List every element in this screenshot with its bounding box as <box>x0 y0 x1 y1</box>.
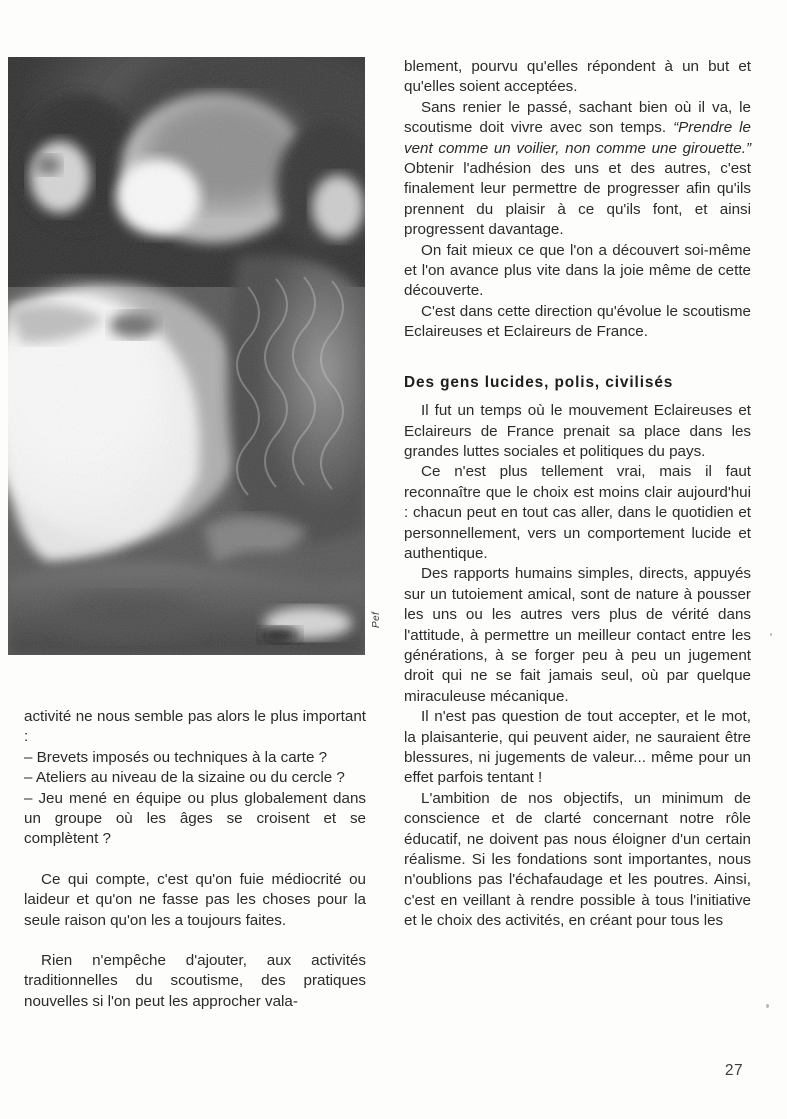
list-item: – Ateliers au niveau de la sizaine ou du cercle ? <box>24 769 345 787</box>
list-item: – Brevets imposés ou techniques à la carte ? <box>24 748 328 766</box>
paragraph-with-quote <box>404 98 751 241</box>
photo-credit: Pef <box>371 611 382 628</box>
scan-artifact <box>770 633 772 636</box>
paragraph: Il fut un temps où le mouvement Eclaireuses et Eclaireurs de France prenait sa place dans les grandes luttes sociales et politiques du pays. <box>404 402 751 460</box>
section-heading: Des gens lucides, polis, civilisés <box>404 373 674 391</box>
quote-follow-on: Obtenir l'adhésion des uns et des autres, c'est finalement leur permettre de progresser afin qu'ils prennent du plaisir à ce qu'ils font, et ainsi progressent davantage. <box>404 160 751 239</box>
paragraph: Rien n'empêche d'ajouter, aux activités traditionnelles du scoutisme, des pratiques nouvelles si l'on peut les approcher vala- <box>24 952 366 1010</box>
paragraph: activité ne nous semble pas alors le plus important : <box>24 708 366 746</box>
paragraph: Il n'est pas question de tout accepter, et le mot, la plaisanterie, qui peuvent aider, ne sauraient être blessures, ni jugements de valeur... même pour un effet parfois tentant ! <box>404 708 751 787</box>
page-number: 27 <box>724 1062 744 1079</box>
paragraph: C'est dans cette direction qu'évolue le scoutisme Eclaireuses et Eclaireurs de France. <box>404 302 751 341</box>
paragraph: blement, pourvu qu'elles répondent à un but et qu'elles soient acceptées. <box>404 58 751 96</box>
scan-artifact <box>766 1004 769 1008</box>
paragraph: Ce qui compte, c'est qu'on fuie médiocrité ou laideur et qu'on ne fasse pas les choses pour la seule raison qu'on les a toujours faites. <box>24 870 366 929</box>
paragraph: Des rapports humains simples, directs, appuyés sur un tutoiement amical, sont de nature à pousser les uns ou les autres vers plus de vérité dans l'attitude, à permettre un meilleur contact entre les générations, à se forger peu à peu un jugement droit qui ne se fait jamais seul, où par quelque miraculeuse mécanique. <box>404 565 751 705</box>
list-item: – Jeu mené en équipe ou plus globalement dans un groupe où les âges se croisent et se complètent ? <box>24 789 366 848</box>
paragraph: On fait mieux ce que l'on a découvert soi-même et l'on avance plus vite dans la joie même de cette découverte. <box>404 241 751 300</box>
right-column <box>404 57 751 932</box>
photograph-scouts <box>8 57 365 655</box>
left-column <box>24 707 366 1012</box>
paragraph: Ce n'est plus tellement vrai, mais il faut reconnaître que le choix est moins clair aujourd'hui : chacun peut en tout cas aller, dans le quotidien et personnellement, vers un comportement lucide et authentique. <box>404 463 751 562</box>
paragraph: L'ambition de nos objectifs, un minimum de conscience et de clarté concernant notre rôle éducatif, ne doivent pas nous éloigner d'un certain réalisme. Si les fondations sont importantes, nous n'oublions pas l'échafaudage et les poutres. Ainsi, c'est en veillant à rendre possible à tous l'initiative et le choix des activités, en créant pour tous les <box>404 789 751 930</box>
italic-quote: “Prendre le vent comme un voilier, non comme une girouette.” <box>404 119 751 157</box>
quote-lead-in: Sans renier le passé, sachant bien où il va, le scoutisme doit vivre avec son temps. <box>404 98 751 137</box>
